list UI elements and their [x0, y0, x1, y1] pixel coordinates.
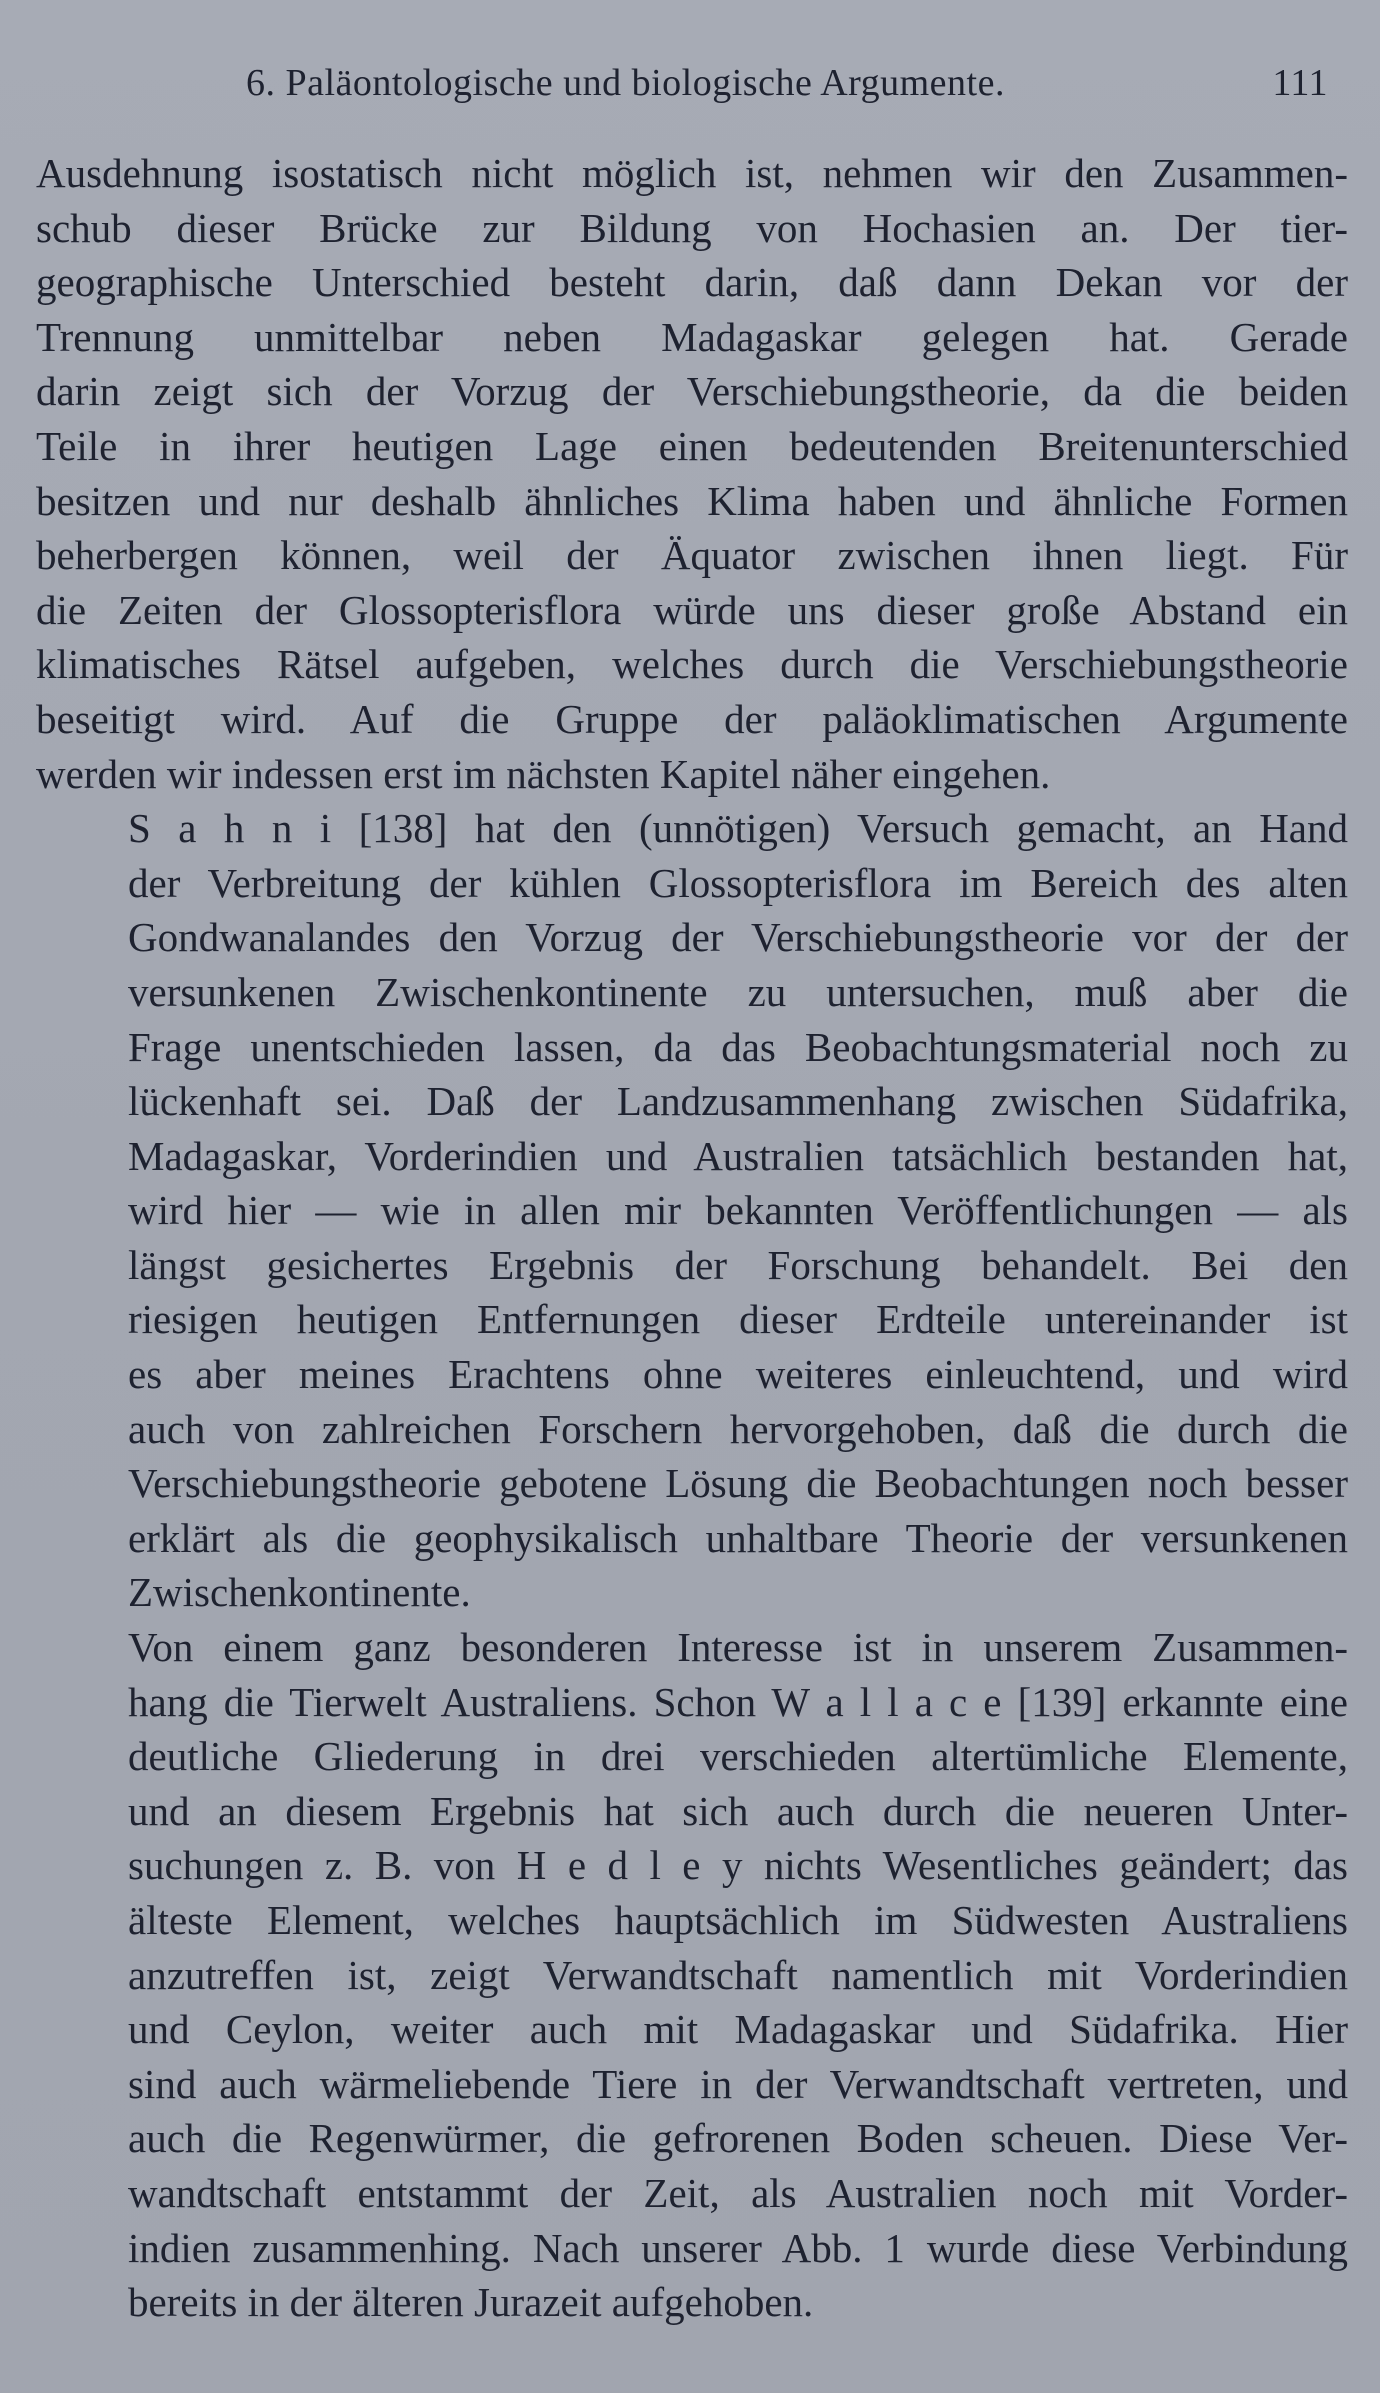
- text-line: Zwischenkontinente.: [128, 1569, 471, 1616]
- text-line: Ausdehnung isostatisch nicht möglich ist, nehmen wir den Zusammen-: [36, 150, 1348, 196]
- text-line: auch von zahlreichen Forschern hervorgehoben, daß die durch die: [128, 1405, 1348, 1452]
- page-number: 111: [1272, 62, 1328, 104]
- text-line: der Verbreitung der kühlen Glossopterisflora im Bereich des alten: [128, 859, 1348, 906]
- text-line: Frage unentschieden lassen, da das Beobachtungsmaterial noch zu: [128, 1023, 1348, 1070]
- paragraph: [36, 1620, 1348, 2330]
- text-line: Gondwanalandes den Vorzug der Verschiebungstheorie vor der der: [128, 914, 1348, 961]
- text-line: Von einem ganz besonderen Interesse ist in unserem Zusammen-: [128, 1624, 1348, 1671]
- text-line: sind auch wärmeliebende Tiere in der Verwandtschaft vertreten, und: [128, 2060, 1348, 2107]
- text-line: und Ceylon, weiter auch mit Madagaskar und Südafrika. Hier: [128, 2006, 1348, 2053]
- text-line: wird hier — wie in allen mir bekannten Veröffentlichungen — als: [128, 1187, 1348, 1234]
- text-line: älteste Element, welches hauptsächlich im Südwesten Australiens: [128, 1897, 1348, 1943]
- text-line: S a h n i [138] hat den (unnötigen) Versuch gemacht, an Hand: [128, 805, 1348, 852]
- running-head: [36, 44, 1348, 122]
- text-line: geographische Unterschied besteht darin, daß dann Dekan vor der: [36, 259, 1348, 306]
- text-line: suchungen z. B. von H e d l e y nichts Wesentliches geändert; das: [128, 1842, 1348, 1889]
- text-line: deutliche Gliederung in drei verschieden altertümliche Elemente,: [128, 1733, 1348, 1780]
- text-line: auch die Regenwürmer, die gefrorenen Boden scheuen. Diese Ver-: [128, 2115, 1348, 2162]
- text-line: lückenhaft sei. Daß der Landzusammenhang zwischen Südafrika,: [128, 1078, 1348, 1125]
- text-line: wandtschaft entstammt der Zeit, als Australien noch mit Vorder-: [128, 2169, 1348, 2216]
- chapter-title: 6. Paläontologische und biologische Argumente.: [246, 62, 1005, 104]
- text-line: bereits in der älteren Jurazeit aufgehoben.: [128, 2279, 814, 2326]
- text-line: Trennung unmittelbar neben Madagaskar gelegen hat. Gerade: [36, 313, 1348, 360]
- text-line: längst gesichertes Ergebnis der Forschung behandelt. Bei den: [128, 1241, 1348, 1288]
- text-line: es aber meines Erachtens ohne weiteres einleuchtend, und wird: [128, 1351, 1348, 1398]
- text-line: schub dieser Brücke zur Bildung von Hochasien an. Der tier-: [36, 204, 1348, 251]
- text-line: versunkenen Zwischenkontinente zu untersuchen, muß aber die: [128, 968, 1348, 1015]
- text-line: riesigen heutigen Entfernungen dieser Erdteile untereinander ist: [128, 1296, 1348, 1343]
- text-line: und an diesem Ergebnis hat sich auch durch die neueren Unter-: [128, 1787, 1348, 1834]
- paragraph: [36, 146, 1348, 801]
- text-line: Verschiebungstheorie gebotene Lösung die Beobachtungen noch besser: [128, 1460, 1348, 1507]
- text-line: werden wir indessen erst im nächsten Kapitel näher eingehen.: [36, 750, 1051, 797]
- text-line: darin zeigt sich der Vorzug der Verschiebungstheorie, da die beiden: [36, 368, 1348, 415]
- text-line: hang die Tierwelt Australiens. Schon W a l l a c e [139] erkannte eine: [128, 1678, 1348, 1725]
- body-text: [36, 146, 1348, 2330]
- text-line: beseitigt wird. Auf die Gruppe der paläoklimatischen Argumente: [36, 695, 1348, 742]
- text-line: Teile in ihrer heutigen Lage einen bedeutenden Breitenunterschied: [36, 422, 1348, 469]
- paragraph: [36, 801, 1348, 1620]
- text-line: die Zeiten der Glossopterisflora würde uns dieser große Abstand ein: [36, 586, 1348, 633]
- text-line: anzutreffen ist, zeigt Verwandtschaft namentlich mit Vorderindien: [128, 1951, 1348, 1998]
- text-line: klimatisches Rätsel aufgeben, welches durch die Verschiebungstheorie: [36, 641, 1348, 688]
- text-line: Madagaskar, Vorderindien und Australien tatsächlich bestanden hat,: [128, 1132, 1348, 1179]
- text-line: indien zusammenhing. Nach unserer Abb. 1 wurde diese Verbindung: [128, 2224, 1348, 2271]
- text-line: beherbergen können, weil der Äquator zwischen ihnen liegt. Für: [36, 532, 1348, 579]
- text-line: besitzen und nur deshalb ähnliches Klima haben und ähnliche Formen: [36, 477, 1348, 524]
- text-line: erklärt als die geophysikalisch unhaltbare Theorie der versunkenen: [128, 1514, 1348, 1561]
